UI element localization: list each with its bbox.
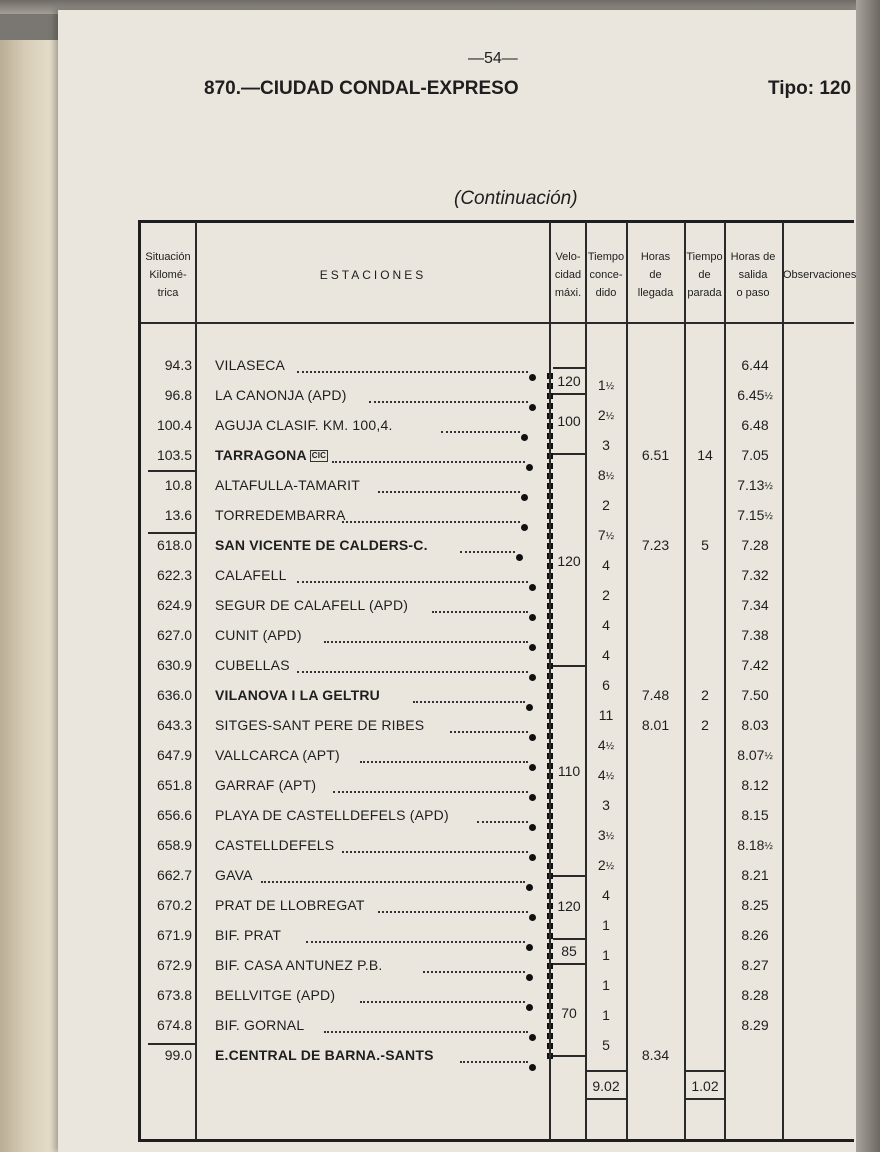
leader-dots: [423, 969, 525, 973]
station-label: VILANOVA I LA GELTRU: [215, 687, 380, 703]
station-marker: [529, 1064, 536, 1071]
station-name: [215, 507, 346, 523]
speed-block-separator: [553, 453, 586, 455]
station-name: [215, 537, 428, 553]
station-label: BELLVITGE (APD): [215, 987, 336, 1003]
km-value: 647.9: [156, 747, 192, 763]
station-name: [215, 1047, 434, 1063]
station-name: [215, 897, 365, 913]
interval-time: 1: [602, 917, 610, 933]
station-marker: [529, 614, 536, 621]
station-marker: [529, 794, 536, 801]
interval-time: 4: [602, 617, 610, 633]
departure-time: 7.50: [741, 687, 769, 703]
km-value: 672.9: [156, 957, 192, 973]
interval-time: 11: [598, 707, 614, 723]
col-rule-departure: [724, 222, 726, 1140]
interval-time: 4: [602, 887, 610, 903]
interval-time: 5: [602, 1037, 610, 1053]
speed-limit: 120: [557, 373, 581, 389]
station-marker: [526, 974, 533, 981]
leader-dots: [342, 849, 528, 853]
leader-dots: [450, 729, 528, 733]
station-label: TORREDEMBARRA: [215, 507, 346, 523]
km-value: 651.8: [156, 777, 192, 793]
km-value: 643.3: [156, 717, 192, 733]
interval-time: 1: [602, 977, 610, 993]
departure-time: 7.38: [741, 627, 769, 643]
station-label: VILASECA: [215, 357, 286, 373]
station-name: [215, 867, 253, 883]
km-value: 636.0: [156, 687, 192, 703]
station-label: CALAFELL: [215, 567, 287, 583]
station-label: ALTAFULLA-TAMARIT: [215, 477, 360, 493]
station-label: GARRAF (APT): [215, 777, 317, 793]
station-label: CASTELLDEFELS: [215, 837, 335, 853]
leader-dots: [324, 1029, 528, 1033]
speed-block-separator: [553, 367, 586, 369]
station-label: BIF. PRAT: [215, 927, 282, 943]
speed-block-separator: [553, 875, 586, 877]
departure-time: 8.18½: [737, 837, 773, 853]
header-observations: Observaciones: [783, 269, 857, 281]
speed-limit: 110: [557, 763, 581, 779]
station-name: [215, 687, 380, 703]
station-marker: [526, 884, 533, 891]
arrival-time: 8.34: [641, 1047, 670, 1063]
arrival-time: 8.01: [641, 717, 670, 733]
leader-dots: [413, 699, 525, 703]
station-marker: [529, 674, 536, 681]
col-rule-stop: [684, 222, 686, 1140]
station-name: [215, 1017, 304, 1033]
station-name: [215, 657, 290, 673]
departure-time: 8.15: [741, 807, 769, 823]
km-group-separator: [148, 470, 195, 472]
leader-dots: [297, 579, 528, 583]
interval-time: 4: [602, 557, 610, 573]
leader-dots: [306, 939, 525, 943]
station-label: CUBELLAS: [215, 657, 290, 673]
departure-time: 7.42: [741, 657, 769, 673]
departure-time: 8.03: [741, 717, 769, 733]
station-name: [215, 927, 281, 943]
header-time: Tiempo conce- dido: [587, 251, 625, 299]
station-marker: [529, 644, 536, 651]
speed-block-separator: [553, 665, 586, 667]
interval-time: 4½: [597, 767, 615, 783]
arrival-time: 6.51: [641, 447, 670, 463]
km-value: 656.6: [156, 807, 192, 823]
km-value: 658.9: [156, 837, 192, 853]
station-name: [215, 417, 393, 433]
header-departure: Horas de salida o paso: [730, 251, 776, 299]
station-marker: [529, 404, 536, 411]
station-label: SEGUR DE CALAFELL (APD): [215, 597, 409, 613]
station-name: [215, 747, 340, 763]
station-marker: [526, 704, 533, 711]
station-name: [215, 717, 424, 733]
leader-dots: [460, 1059, 528, 1063]
stop-time: 2: [701, 687, 709, 703]
total-time: 9.02: [592, 1078, 620, 1094]
km-value: 674.8: [156, 1017, 192, 1033]
speed-limit: 85: [561, 943, 577, 959]
speed-block-separator: [553, 1055, 586, 1057]
stop-time: 2: [701, 717, 709, 733]
speed-block-separator: [553, 963, 586, 965]
interval-time: 2½: [597, 407, 615, 423]
totals-box-bottom: [586, 1098, 627, 1100]
header-stations: ESTACIONES: [319, 268, 427, 282]
km-value: 671.9: [156, 927, 192, 943]
station-marker: [526, 944, 533, 951]
leader-dots: [432, 609, 528, 613]
leader-dots: [441, 429, 520, 433]
leader-dots: [360, 759, 528, 763]
km-value: 99.0: [164, 1047, 192, 1063]
interval-time: 4½: [597, 737, 615, 753]
stop-time: 5: [701, 537, 709, 553]
speed-limit: 100: [557, 413, 581, 429]
departure-time: 8.29: [741, 1017, 769, 1033]
station-marker: [529, 374, 536, 381]
station-name: [215, 567, 287, 583]
station-marker: [526, 464, 533, 471]
page-number: —54—: [468, 50, 518, 67]
station-name: [215, 837, 334, 853]
book-gutter-shadow: [856, 0, 880, 1152]
leader-dots: [460, 549, 515, 553]
station-marker: [529, 914, 536, 921]
departure-time: 6.44: [741, 357, 769, 373]
station-marker: [529, 584, 536, 591]
station-name: [215, 627, 302, 643]
leader-dots: [324, 639, 528, 643]
leader-dots: [360, 999, 525, 1003]
interval-time: 2: [602, 587, 610, 603]
station-label: GAVA: [215, 867, 253, 883]
station-marker: [529, 734, 536, 741]
totals-rule: [586, 1070, 627, 1072]
interval-time: 1½: [597, 377, 615, 393]
station-name: [215, 807, 449, 823]
interval-time: 2: [602, 497, 610, 513]
leader-dots: [332, 459, 525, 463]
leader-dots: [342, 519, 520, 523]
col-rule-speed: [549, 222, 551, 1140]
interval-time: 7½: [597, 527, 615, 543]
departure-time: 8.25: [741, 897, 769, 913]
leader-dots: [333, 789, 528, 793]
station-name: [215, 477, 360, 493]
station-label: TARRAGONA: [215, 447, 307, 463]
leader-dots: [369, 399, 528, 403]
km-value: 670.2: [156, 897, 192, 913]
station-label: SITGES-SANT PERE DE RIBES: [215, 717, 425, 733]
station-name: [215, 447, 328, 463]
interval-time: 8½: [597, 467, 615, 483]
departure-time: 8.26: [741, 927, 769, 943]
departure-time: 8.07½: [737, 747, 773, 763]
station-label: SAN VICENTE DE CALDERS-C.: [215, 537, 428, 553]
departure-time: 7.13½: [737, 477, 773, 493]
speed-limit: 120: [557, 898, 581, 914]
station-marker: [521, 434, 528, 441]
departure-time: 7.28: [741, 537, 769, 553]
leader-dots: [297, 369, 528, 373]
total-stop: 1.02: [691, 1078, 719, 1094]
km-value: 624.9: [156, 597, 192, 613]
station-name: [215, 987, 335, 1003]
km-value: 618.0: [156, 537, 192, 553]
km-value: 673.8: [156, 987, 192, 1003]
departure-time: 8.21: [741, 867, 769, 883]
train-type: Tipo: 120: [768, 78, 852, 99]
station-label: PLAYA DE CASTELLDEFELS (APD): [215, 807, 449, 823]
leader-dots: [477, 819, 528, 823]
totals-rule-stop: [685, 1070, 725, 1072]
interval-time: 2½: [597, 857, 615, 873]
leader-dots: [261, 879, 525, 883]
speed-block-separator: [553, 938, 586, 940]
interval-time: 1: [602, 947, 610, 963]
departure-time: 8.27: [741, 957, 769, 973]
departure-time: 8.12: [741, 777, 769, 793]
leader-dots: [378, 489, 520, 493]
station-label: AGUJA CLASIF. KM. 100,4.: [215, 417, 393, 433]
station-name: [215, 387, 347, 403]
leader-dots: [378, 909, 528, 913]
departure-time: 6.48: [741, 417, 769, 433]
interval-time: 1: [602, 1007, 610, 1023]
interval-time: 6: [602, 677, 610, 693]
station-marker: [516, 554, 523, 561]
station-marker: [529, 824, 536, 831]
station-marker: [529, 854, 536, 861]
station-label: BIF. GORNAL: [215, 1017, 305, 1033]
leader-dots: [297, 669, 528, 673]
arrival-time: 7.23: [641, 537, 670, 553]
station-marker: [529, 1034, 536, 1041]
header-km: Situación Kilomé- trica: [145, 251, 191, 299]
station-label: CUNIT (APD): [215, 627, 302, 643]
arrival-time: 7.48: [641, 687, 670, 703]
km-value: 13.6: [164, 507, 192, 523]
speed-block-separator: [553, 393, 586, 395]
station-label: E.CENTRAL DE BARNA.-SANTS: [215, 1047, 434, 1063]
station-marker: [521, 524, 528, 531]
km-value: 10.8: [164, 477, 192, 493]
station-label: BIF. CASA ANTUNEZ P.B.: [215, 957, 383, 973]
station-name: [215, 777, 316, 793]
page-title: 870.—CIUDAD CONDAL-EXPRESO: [204, 78, 519, 99]
km-value: 662.7: [156, 867, 192, 883]
departure-time: 6.45½: [737, 387, 773, 403]
station-marker: [521, 494, 528, 501]
km-group-separator: [148, 532, 195, 534]
station-marker: [526, 1004, 533, 1011]
col-rule-arrival: [626, 222, 628, 1140]
departure-time: 7.15½: [737, 507, 773, 523]
station-label: LA CANONJA (APD): [215, 387, 347, 403]
station-marker: [529, 764, 536, 771]
km-value: 96.8: [164, 387, 192, 403]
totals-box-bottom-stop: [685, 1098, 725, 1100]
departure-time: 8.28: [741, 987, 769, 1003]
header-speed: Velo- cidad máxi.: [554, 251, 582, 299]
interval-time: 4: [602, 647, 610, 663]
header-stop: Tiempo de parada: [686, 251, 723, 299]
speed-limit: 70: [561, 1005, 577, 1021]
station-name: [215, 597, 408, 613]
station-label: VALLCARCA (APT): [215, 747, 340, 763]
departure-time: 7.34: [741, 597, 769, 613]
stop-time: 14: [697, 447, 713, 463]
km-value: 94.3: [164, 357, 192, 373]
km-group-separator: [148, 1043, 195, 1045]
continuation-label: (Continuación): [454, 188, 578, 209]
interval-time: 3: [602, 437, 610, 453]
speed-limit: 120: [557, 553, 581, 569]
station-label: PRAT DE LLOBREGAT: [215, 897, 365, 913]
km-value: 630.9: [156, 657, 192, 673]
interval-time: 3: [602, 797, 610, 813]
col-rule-km: [195, 222, 197, 1140]
interval-time: 3½: [597, 827, 615, 843]
station-category-badge: CIC: [311, 451, 327, 460]
station-name: [215, 357, 285, 373]
km-value: 103.5: [156, 447, 192, 463]
header-divider: [141, 322, 854, 324]
km-value: 100.4: [156, 417, 192, 433]
departure-time: 7.05: [741, 447, 769, 463]
km-value: 622.3: [156, 567, 192, 583]
header-arrival: Horas de llegada: [637, 251, 674, 299]
station-name: [215, 957, 383, 973]
departure-time: 7.32: [741, 567, 769, 583]
km-value: 627.0: [156, 627, 192, 643]
